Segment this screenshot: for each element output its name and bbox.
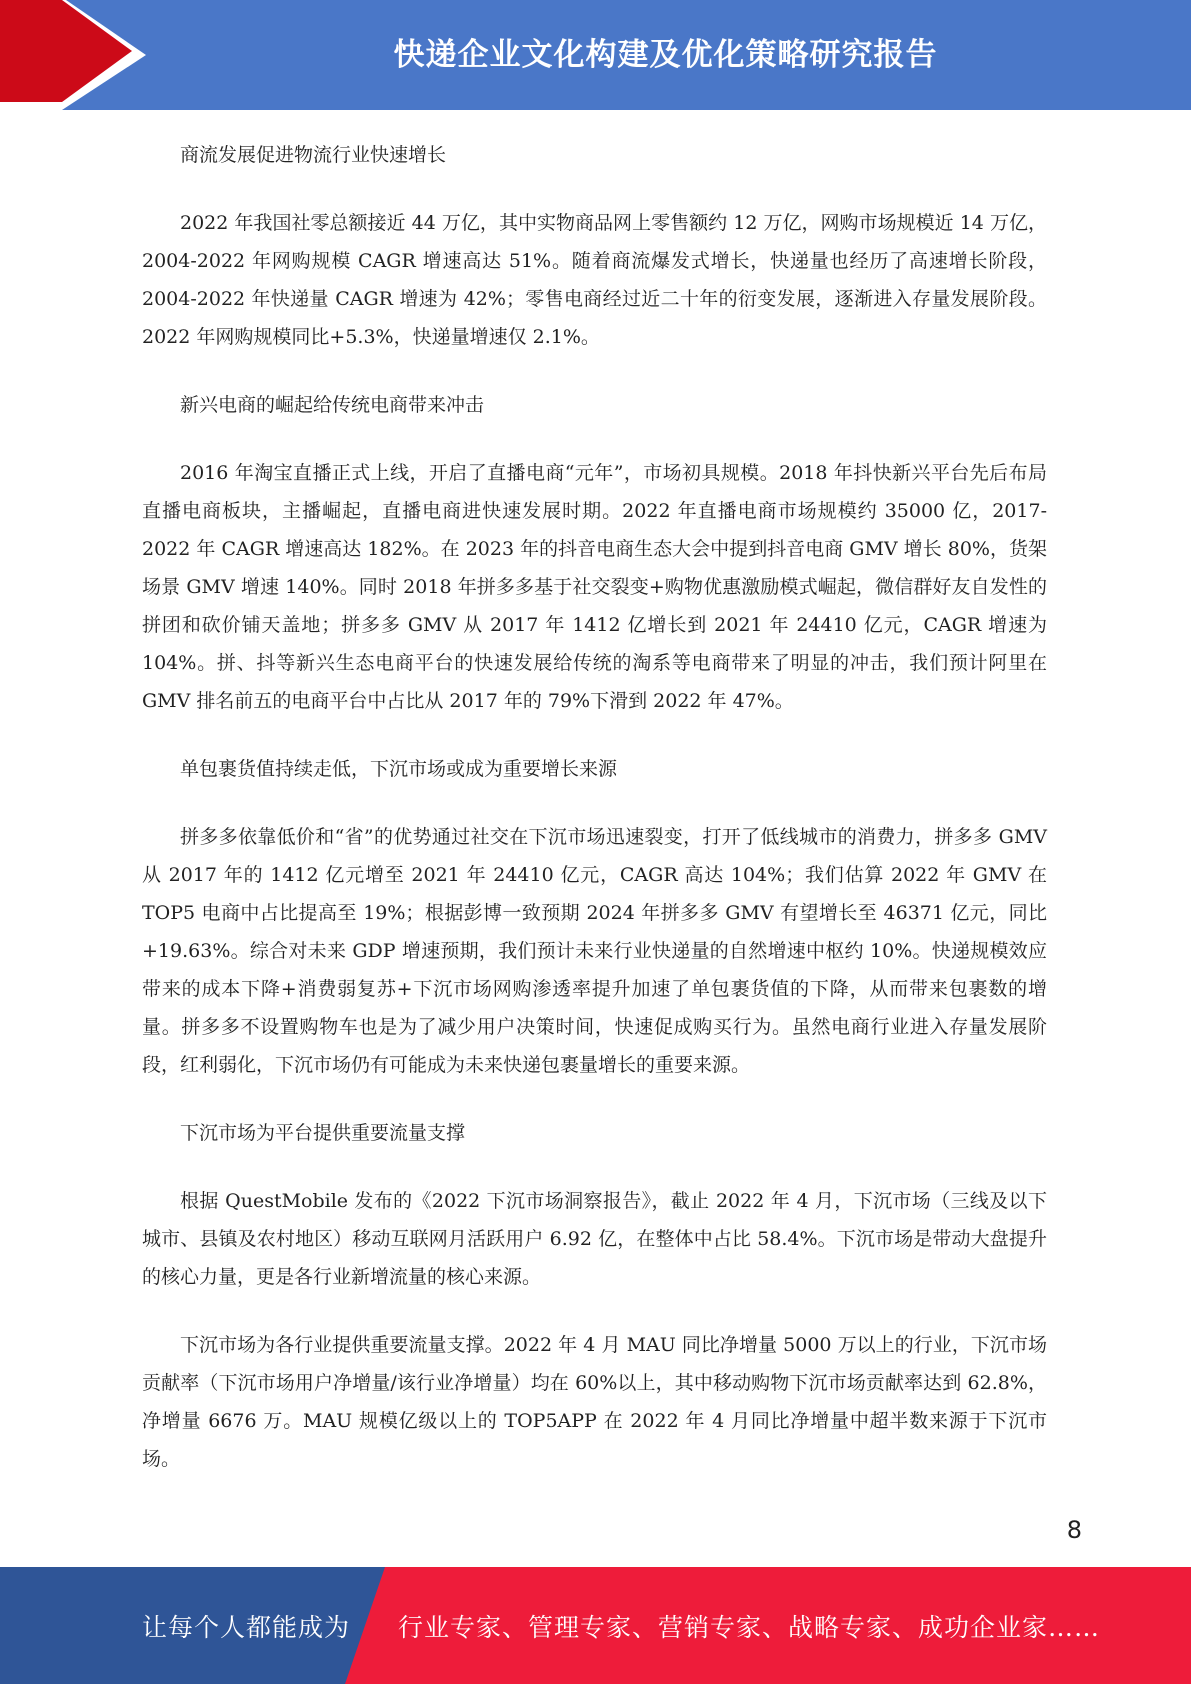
body-paragraph: 拼多多依靠低价和“省”的优势通过社交在下沉市场迅速裂变，打开了低线城市的消费力，拼多多 GMV 从 2017 年的 1412 亿元增至 2021 年 24410 亿元，CAGR 高达 104%；我们估算 2022 年 GMV 在 TOP5 电商中占比提高至 19%；根据彭博一致预期 2024 年拼多多 GMV 有望增长至 46371 亿元，同比+19.63%。综合对未来 GDP 增速预期，我们预计未来行业快递量的自然增速中枢约 10%。快递规模效应带来的成本下降+消费弱复苏+下沉市场网购渗透率提升加速了单包裹货值的下降，从而带来包裹数的增量。拼多多不设置购物车也是为了减少用户决策时间，快速促成购买行为。虽然电商行业进入存量发展阶段，红利弱化，下沉市场仍有可能成为未来快递包裹量增长的重要来源。: [142, 826, 1047, 1076]
page-number: 8: [1066, 1516, 1082, 1544]
body-paragraph: 2016 年淘宝直播正式上线，开启了直播电商“元年”，市场初具规模。2018 年抖快新兴平台先后布局直播电商板块，主播崛起，直播电商进快速发展时期。2022 年直播电商市场规模约 35000 亿，2017-2022 年 CAGR 增速高达 182%。在 2023 年的抖音电商生态大会中提到抖音电商 GMV 增长 80%，货架场景 GMV 增速 140%。同时 2018 年拼多多基于社交裂变+购物优惠激励模式崛起，微信群好友自发性的拼团和砍价铺天盖地；拼多多 GMV 从 2017 年 1412 亿增长到 2021 年 24410 亿元，CAGR 增速为 104%。拼、抖等新兴生态电商平台的快速发展给传统的淘系等电商带来了明显的冲击，我们预计阿里在 GMV 排名前五的电商平台中占比从 2017 年的 79%下滑到 2022 年 47%。: [142, 462, 1047, 712]
body-paragraph: 2022 年我国社零总额接近 44 万亿，其中实物商品网上零售额约 12 万亿，网购市场规模近 14 万亿，2004-2022 年网购规模 CAGR 增速高达 51%。随着商流爆发式增长，快递量也经历了高速增长阶段，2004-2022 年快递量 CAGR 增速为 42%；零售电商经过近二十年的衍变发展，逐渐进入存量发展阶段。2022 年网购规模同比+5.3%，快递量增速仅 2.1%。: [142, 212, 1047, 348]
report-body: [142, 136, 1047, 1508]
section-heading: 下沉市场为平台提供重要流量支撑: [180, 1122, 466, 1144]
section-heading: 单包裹货值持续走低，下沉市场或成为重要增长来源: [180, 758, 618, 780]
section-heading: 商流发展促进物流行业快速增长: [180, 144, 447, 166]
body-paragraph: 下沉市场为各行业提供重要流量支撑。2022 年 4 月 MAU 同比净增量 5000 万以上的行业，下沉市场贡献率（下沉市场用户净增量/该行业净增量）均在 60%以上，其中移动购物下沉市场贡献率达到 62.8%，净增量 6676 万。MAU 规模亿级以上的 TOP5APP 在 2022 年 4 月同比净增量中超半数来源于下沉市场。: [142, 1334, 1047, 1470]
footer-slogan-left: 让每个人都能成为: [142, 1612, 351, 1642]
section-heading: 新兴电商的崛起给传统电商带来冲击: [180, 394, 485, 416]
page-header: [0, 0, 1191, 110]
footer-slogan-right: 行业专家、管理专家、营销专家、战略专家、成功企业家……: [398, 1612, 1101, 1642]
header-title: 快递企业文化构建及优化策略研究报告: [393, 36, 938, 73]
page-footer: [0, 1567, 1191, 1684]
body-paragraph: 根据 QuestMobile 发布的《2022 下沉市场洞察报告》，截止 2022 年 4 月，下沉市场（三线及以下城市、县镇及农村地区）移动互联网月活跃用户 6.92 亿，在整体中占比 58.4%。下沉市场是带动大盘提升的核心力量，更是各行业新增流量的核心来源。: [142, 1190, 1047, 1288]
